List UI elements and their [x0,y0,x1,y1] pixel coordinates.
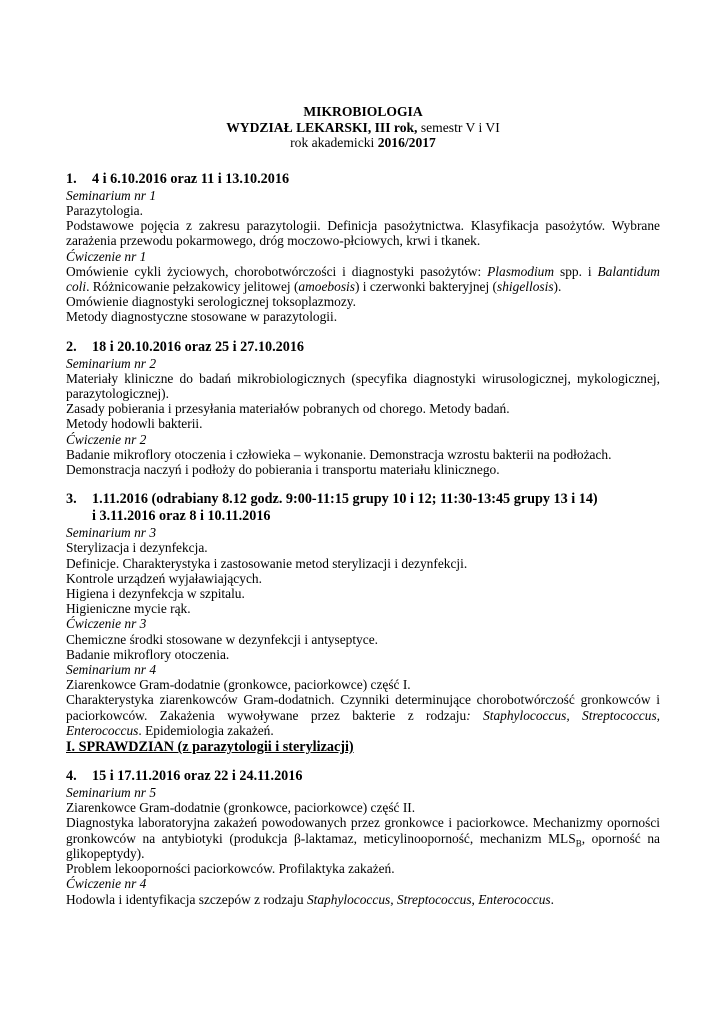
seminar-text: Problem lekooporności paciorkowców. Profilaktyka zakażeń. [66,861,395,877]
seminar-text: Zasady pobierania i przesyłania materiałów pobranych od chorego. Metody badań. [66,401,510,417]
section-1 [66,171,660,325]
course-title: MIKROBIOLOGIA [303,104,423,119]
seminar-text: Materiały kliniczne do badań mikrobiologicznych (specyfika diagnostyki wirusologicznej, mykologicznej, parazytologicznej). [66,370,660,402]
section-3-heading: 3. 1.11.2016 (odrabiany 8.12 godz. 9:00-11:15 grupy 10 i 12; 11:30-13:45 grupy 13 i 14) [66,491,598,508]
seminar-label: Seminarium nr 3 [66,525,157,541]
document-header [66,104,660,151]
seminar-text: Metody hodowli bakterii. [66,416,203,432]
seminar-text: Higiena i dezynfekcja w szpitalu. [66,586,245,602]
test-announcement: I. SPRAWDZIAN (z parazytologii i sterylizacji) [66,739,354,756]
seminar-label: Seminarium nr 2 [66,355,157,371]
seminar-text: Charakterystyka ziarenkowców Gram-dodatnich. Czynniki determinujące chorobotwórczość gronkowców i paciorkowców. Zakażenia wywoływane przez bakterie z rodzaju: Staphylococcus, Streptococcus, Enterococcus. Epidemiologia zakażeń. [66,692,661,738]
section-4 [66,768,660,907]
seminar-label: Seminarium nr 1 [66,187,157,203]
section-2-heading: 2. 18 i 20.10.2016 oraz 25 i 27.10.2016 [66,338,305,355]
seminar-label: Seminarium nr 5 [66,785,157,801]
seminar-text: Definicje. Charakterystyka i zastosowanie metod sterylizacji i dezynfekcji. [66,555,468,571]
section-1-heading: 1. 4 i 6.10.2016 oraz 11 i 13.10.2016 [66,170,290,187]
academic-year-line: rok akademicki 2016/2017 [290,135,436,151]
seminar-text: Podstawowe pojęcia z zakresu parazytologii. Definicja pasożytnictwa. Klasyfikacja pasożytów. Wybrane zarażenia przewodu pokarmowego, dróg moczowo-płciowych, krwi i tkanek. [66,218,660,249]
exercise-text: Badanie mikroflory otoczenia i człowieka – wykonanie. Demonstracja wzrostu bakterii na podłożach. [66,446,612,462]
section-3-heading-cont: i 3.11.2016 oraz 8 i 10.11.2016 [92,508,271,525]
exercise-line: Metody diagnostyczne stosowane w parazytologii. [66,309,338,325]
seminar-text: Ziarenkowce Gram-dodatnie (gronkowce, paciorkowce) część I. [66,677,411,693]
seminar-title: Parazytologia. [66,202,143,218]
exercise-text: Chemiczne środki stosowane w dezynfekcji i antyseptyce. [66,631,378,647]
exercise-text: Omówienie cykli życiowych, chorobotwórczości i diagnostyki pasożytów: Plasmodium spp. i Balantidum coli. Różnicowanie pełzakowicy jelitowej (amoebosis) i czerwonki bakteryjnej (shigellosis). [66,263,660,294]
seminar-text: Ziarenkowce Gram-dodatnie (gronkowce, paciorkowce) część II. [66,800,416,816]
section-2 [66,339,660,478]
seminar-text: Higieniczne mycie rąk. [66,601,191,617]
exercise-label: Ćwiczenie nr 2 [66,431,147,447]
section-4-heading: 4. 15 i 17.11.2016 oraz 22 i 24.11.2016 [66,768,303,785]
section-3 [66,491,660,756]
seminar-text: Kontrole urządzeń wyjaławiających. [66,570,262,586]
exercise-label: Ćwiczenie nr 1 [66,248,147,264]
seminar-label: Seminarium nr 4 [66,662,157,678]
exercise-label: Ćwiczenie nr 3 [66,616,147,632]
seminar-text: Sterylizacja i dezynfekcja. [66,540,208,556]
faculty-line: WYDZIAŁ LEKARSKI, III rok, semestr V i VI [226,119,500,135]
exercise-text: Badanie mikroflory otoczenia. [66,646,230,662]
exercise-label: Ćwiczenie nr 4 [66,876,147,892]
exercise-line: Omówienie diagnostyki serologicznej toksoplazmozy. [66,294,356,310]
exercise-text: Hodowla i identyfikacja szczepów z rodzaju Staphylococcus, Streptococcus, Enterococcus. [66,891,554,907]
exercise-text: Demonstracja naczyń i podłoży do pobierania i transportu materiału klinicznego. [66,462,500,478]
seminar-text: Diagnostyka laboratoryjna zakażeń powodowanych przez gronkowce i paciorkowce. Mechanizmy oporności gronkowców na antybiotyki (produkcja β-laktamaz, meticylinooporność, mechanizm $MLS_B$, oporność na glikopeptydy). [66,815,660,861]
